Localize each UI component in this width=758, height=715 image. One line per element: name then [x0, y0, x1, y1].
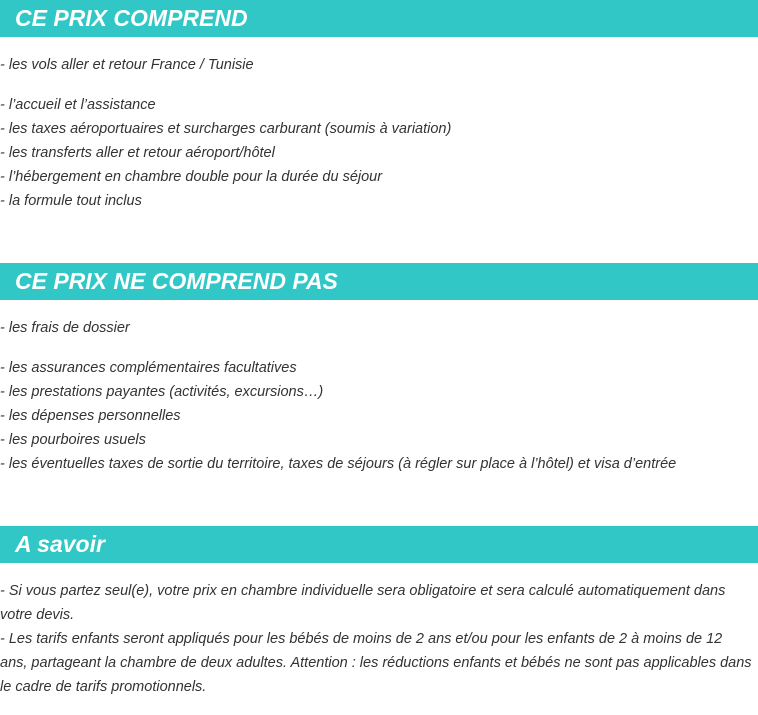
good-to-know-title: A savoir — [15, 531, 105, 557]
not-included-item: - les pourboires usuels — [0, 432, 146, 448]
not-included-title: CE PRIX NE COMPREND PAS — [15, 268, 338, 294]
included-item: - la formule tout inclus — [0, 193, 142, 209]
not-included-header — [0, 263, 758, 300]
not-included-item: - les frais de dossier — [0, 320, 130, 336]
included-item: - les taxes aéroportuaires et surcharges carburant (soumis à variation) — [0, 121, 452, 137]
included-item: - l’accueil et l’assistance — [0, 97, 156, 113]
good-to-know-header — [0, 526, 758, 563]
included-item: - les transferts aller et retour aéroport/hôtel — [0, 145, 275, 161]
included-item: - l’hébergement en chambre double pour la durée du séjour — [0, 169, 383, 185]
included-header — [0, 0, 758, 37]
not-included-item: - les éventuelles taxes de sortie du territoire, taxes de séjours (à régler sur place à l’hôtel) et visa d’entrée — [0, 456, 677, 472]
included-item: - les vols aller et retour France / Tunisie — [0, 57, 254, 73]
good-to-know-paragraph: - Les tarifs enfants seront appliqués pour les bébés de moins de 2 ans et/ou pour les enfants de 2 à moins de 12 ans, partageant la chambre de deux adultes. Attention : les réductions enfants et bébés ne sont pas applicables dans le cadre de tarifs promotionnels. — [0, 631, 752, 695]
not-included-item: - les assurances complémentaires facultatives — [0, 360, 297, 376]
good-to-know-paragraph: - Si vous partez seul(e), votre prix en chambre individuelle sera obligatoire et sera calculé automatiquement dans votre devis. — [0, 583, 726, 623]
included-title: CE PRIX COMPREND — [15, 5, 248, 31]
not-included-item: - les prestations payantes (activités, excursions…) — [0, 384, 324, 400]
not-included-item: - les dépenses personnelles — [0, 408, 181, 424]
